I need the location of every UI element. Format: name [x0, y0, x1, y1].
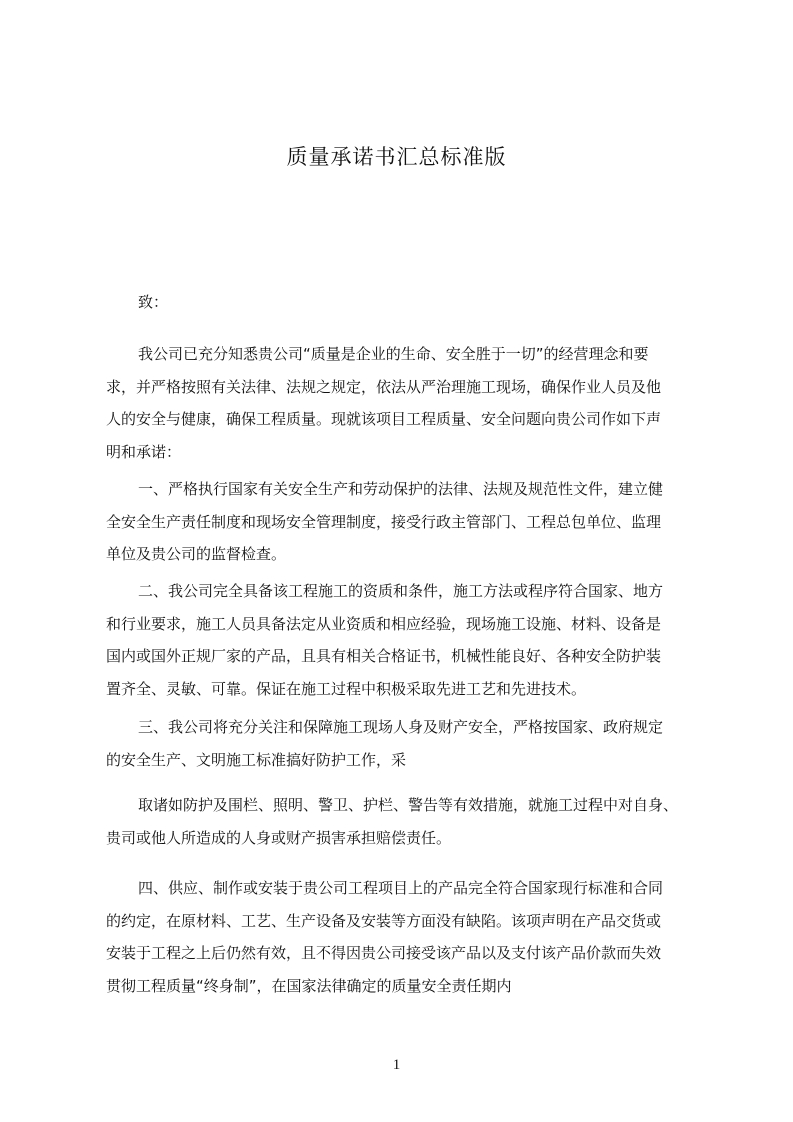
paragraph-line: 二、我公司完全具备该工程施工的资质和条件，施工方法或程序符合国家、地方 [138, 582, 664, 600]
paragraph-line: 单位及贵公司的监督检查。 [106, 545, 287, 563]
paragraph-line: 国内或国外正规厂家的产品，且具有相关合格证书，机械性能良好、各种安全防护装 [106, 647, 662, 665]
salutation: 致： [138, 293, 169, 311]
paragraph-line: 四、供应、制作或安装于贵公司工程项目上的产品完全符合国家现行标准和合同 [138, 879, 664, 897]
paragraph-line: 明和承诺： [106, 442, 182, 461]
paragraph-line: 求，并严格按照有关法律、法规之规定，依法从严治理施工现场，确保作业人员及他 [106, 377, 662, 396]
paragraph-line: 置齐全、灵敏、可靠。保证在施工过程中积极采取先进工艺和先进技术。 [106, 679, 587, 698]
paragraph-line: 三、我公司将充分关注和保障施工现场人身及财产安全，严格按国家、政府规定 [138, 718, 664, 736]
paragraph-item-3 [106, 711, 706, 776]
paragraph-line: 人的安全与健康，确保工程质量。现就该项目工程质量、安全问题向贵公司作如下声 [106, 410, 662, 428]
paragraph-item-4 [106, 872, 706, 1002]
page-number: 1 [392, 1057, 401, 1073]
paragraph-item-3-continued [106, 789, 706, 854]
paragraph-line: 贵司或他人所造成的人身或财产损害承担赔偿责任。 [106, 828, 452, 847]
paragraph-line: 取诸如防护及围栏、照明、警卫、护栏、警告等有效措施，就施工过程中对自身、 [138, 796, 679, 814]
document-title: 质量承诺书汇总标准版 [286, 145, 507, 169]
paragraph-item-1 [106, 473, 706, 571]
paragraph-line: 我公司已充分知悉贵公司“质量是企业的生命、安全胜于一切”的经营理念和要 [138, 345, 649, 363]
paragraph-line: 安装于工程之上后仍然有效，且不得因贵公司接受该产品以及支付该产品价款而失效 [106, 944, 662, 962]
paragraph-intro [106, 338, 706, 468]
paragraph-item-2 [106, 575, 706, 705]
paragraph-line: 贯彻工程质量“终身制”，在国家法律确定的质量安全责任期内 [106, 976, 512, 995]
paragraph-line: 的安全生产、文明施工标准搞好防护工作，采 [106, 750, 407, 769]
paragraph-line: 一、严格执行国家有关安全生产和劳动保护的法律、法规及规范性文件，建立健 [138, 480, 664, 498]
paragraph-line: 和行业要求，施工人员具备法定从业资质和相应经验，现场施工设施、材料、设备是 [106, 614, 662, 633]
paragraph-line: 全安全生产责任制度和现场安全管理制度，接受行政主管部门、工程总包单位、监理 [106, 512, 662, 531]
paragraph-line: 的约定，在原材料、工艺、生产设备及安装等方面没有缺陷。该项声明在产品交货或 [106, 911, 662, 930]
